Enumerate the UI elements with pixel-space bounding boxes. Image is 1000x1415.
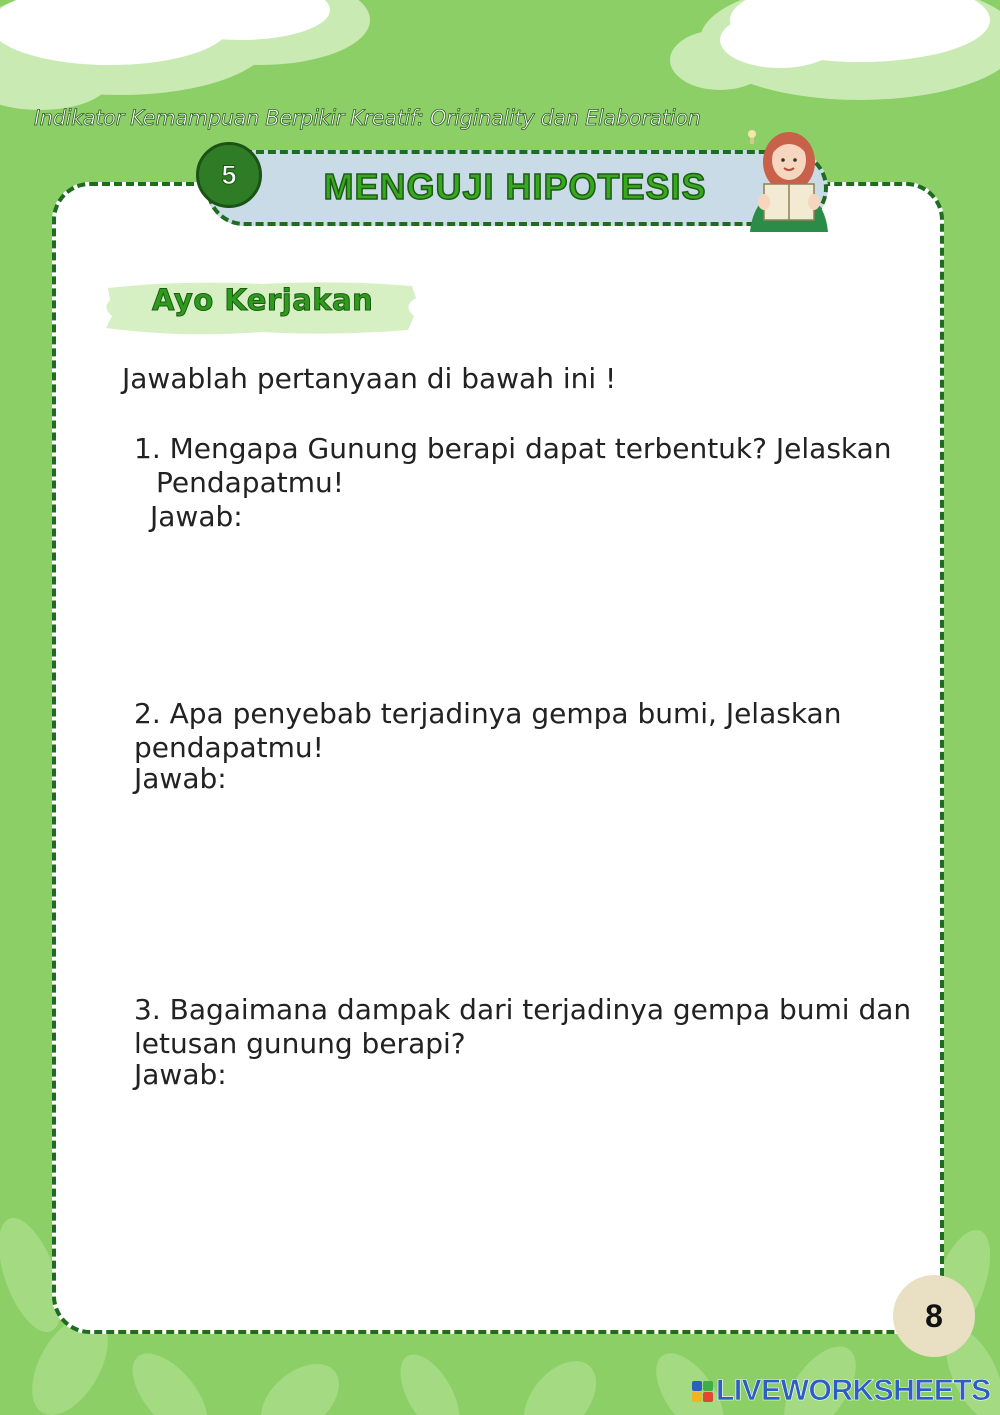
indicator-text: Indikator Kemampuan Berpikir Kreatif: Originality dan Elaboration — [34, 106, 701, 130]
liveworksheets-watermark[interactable] — [692, 1374, 991, 1408]
liveworksheets-logo-icon — [692, 1381, 713, 1402]
section-number-badge: 5 — [196, 142, 262, 208]
question-2-line1: 2. Apa penyebab terjadinya gempa bumi, Jelaskan — [134, 697, 842, 730]
question-1-line2: Pendapatmu! — [156, 466, 344, 499]
page-number-badge: 8 — [893, 1275, 975, 1357]
question-1 — [134, 432, 914, 500]
girl-reading-icon — [744, 120, 834, 232]
question-2 — [134, 697, 914, 765]
question-3 — [134, 993, 934, 1061]
answer-label-1[interactable]: Jawab: — [150, 500, 243, 533]
watermark-text: LIVEWORKSHEETS — [716, 1374, 991, 1407]
page-title: MENGUJI HIPOTESIS — [323, 166, 707, 207]
question-1-line1: 1. Mengapa Gunung berapi dapat terbentuk? Jelaskan — [134, 432, 892, 465]
question-2-line2: pendapatmu! — [134, 731, 324, 764]
cloud-decoration — [0, 0, 1000, 110]
instruction-text: Jawablah pertanyaan di bawah ini ! — [122, 362, 617, 395]
answer-label-3[interactable]: Jawab: — [134, 1058, 227, 1091]
question-3-line2: letusan gunung berapi? — [134, 1027, 466, 1060]
question-3-line1: 3. Bagaimana dampak dari terjadinya gempa bumi dan — [134, 993, 912, 1026]
answer-label-2[interactable]: Jawab: — [134, 762, 227, 795]
section-label: Ayo Kerjakan — [152, 283, 374, 317]
